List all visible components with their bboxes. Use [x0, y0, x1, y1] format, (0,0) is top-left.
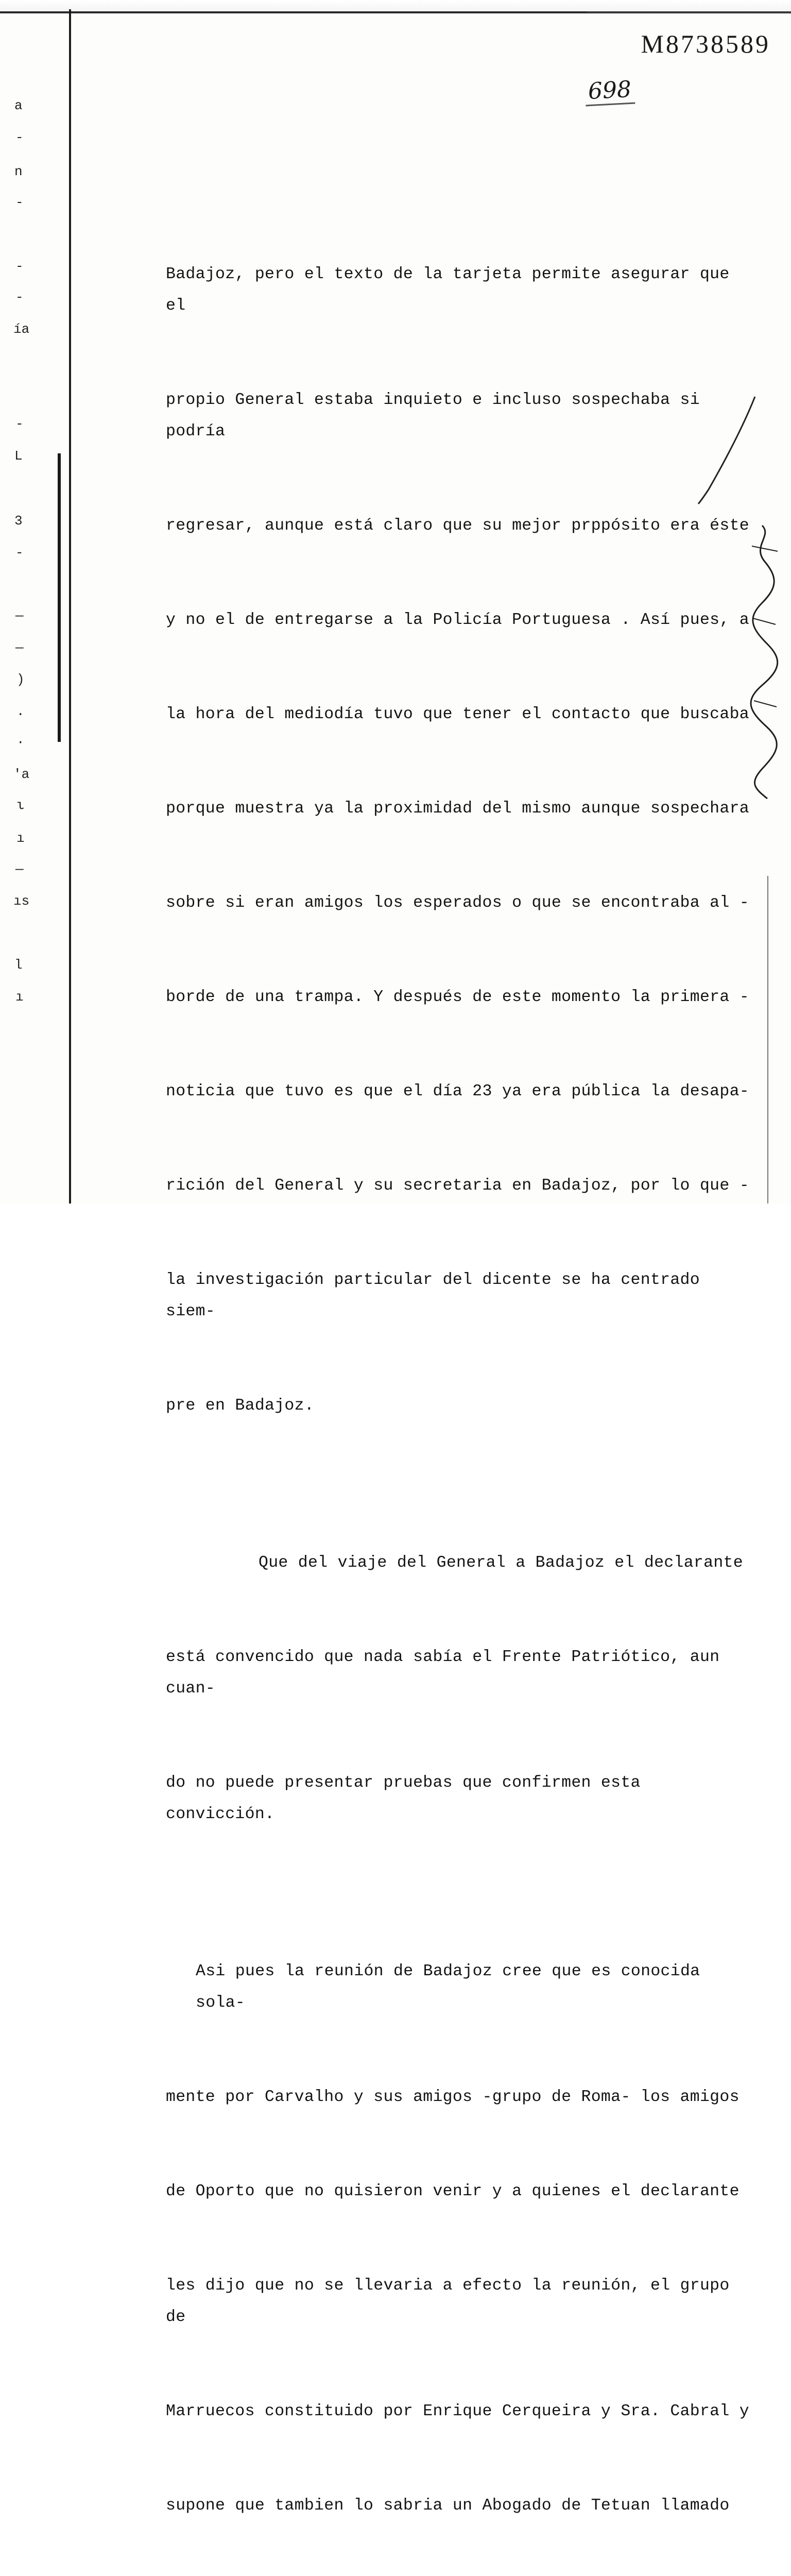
text-line: Que del viaje del General a Badajoz el declarante — [259, 1554, 743, 1572]
text-line: mente por Carvalho y sus amigos -grupo de Roma- los amigos — [166, 2088, 740, 2106]
paragraph — [166, 196, 758, 1484]
margin-fragment: ı — [16, 831, 25, 846]
text-line: rición del General y su secretaria en Badajoz, por lo que - — [166, 1177, 749, 1195]
handwritten-folio-number: 698 — [584, 76, 635, 107]
margin-fragment: 3 — [14, 513, 23, 529]
margin-fragment: — — [15, 640, 24, 655]
text-line: sobre si eran amigos los esperados o que se encontraba al - — [166, 894, 749, 912]
text-line: les dijo que no se llevaria a efecto la reunión, el grupo de — [166, 2277, 740, 2326]
margin-fragment: — — [15, 861, 24, 877]
text-line: pre en Badajoz. — [166, 1397, 315, 1415]
margin-fragment: - — [15, 290, 24, 305]
text-line: Badajoz, pero el texto de la tarjeta permite asegurar que el — [166, 265, 740, 315]
document-id-stamp: M8738589 — [641, 29, 770, 58]
text-line: borde de una trampa. Y después de este momento la primera - — [166, 988, 749, 1006]
margin-fragment: · — [16, 735, 25, 750]
margin-fragment: l — [14, 957, 23, 973]
margin-fragment: - — [15, 259, 24, 274]
left-margin-line-thick — [58, 453, 61, 742]
margin-fragment: - — [15, 195, 24, 210]
right-edge-line — [767, 876, 768, 1204]
margin-fragment: ía — [13, 321, 30, 337]
text-line: la hora del mediodía tuvo que tener el contacto que buscaba — [166, 705, 749, 723]
left-margin-line — [69, 9, 71, 1204]
margin-fragment: a — [14, 98, 23, 113]
margin-fragment: - — [15, 130, 24, 145]
text-line: supone que tambien lo sabria un Abogado de Tetuan llamado — [166, 2497, 730, 2515]
margin-fragment: ıs — [13, 893, 30, 909]
text-line: está convencido que nada sabía el Frente Patriótico, aun cuan- — [166, 1648, 730, 1698]
text-line: propio General estaba inquieto e incluso sospechaba si podría — [166, 391, 710, 440]
top-edge-rule-secondary — [587, 11, 791, 13]
margin-fragment: n — [14, 164, 23, 179]
margin-fragment: . — [16, 704, 25, 719]
margin-fragment: L — [14, 448, 23, 464]
text-line: regresar, aunque está claro que su mejor prppósito era éste — [166, 517, 749, 535]
margin-fragment: ) — [16, 672, 25, 687]
margin-fragment: ι — [16, 798, 25, 813]
text-line: de Oporto que no quisieron venir y a quienes el declarante — [166, 2182, 740, 2200]
paragraph — [166, 1484, 758, 1893]
text-line: Marruecos constituido por Enrique Cerqueira y Sra. Cabral y — [166, 2402, 749, 2420]
document-body — [166, 196, 758, 2576]
margin-fragment: 'a — [13, 767, 30, 782]
text-line: noticia que tuvo es que el día 23 ya era pública la desapa- — [166, 1082, 749, 1100]
margin-fragment: — — [15, 608, 24, 623]
text-line: porque muestra ya la proximidad del mismo aunque sospechara — [166, 800, 749, 818]
text-line: la investigación particular del dicente se ha centrado siem- — [166, 1271, 710, 1320]
text-line: do no puede presentar pruebas que confirmen esta convicción. — [166, 1774, 650, 1823]
paragraph — [166, 1893, 758, 2576]
margin-fragment: ı — [15, 989, 24, 1005]
margin-fragment: - — [15, 545, 24, 561]
text-line: y no el de entregarse a la Policía Portuguesa . Así pues, a — [166, 611, 749, 629]
text-line: Asi pues la reunión de Badajoz cree que es conocida sola- — [196, 1962, 710, 2012]
margin-fragment: - — [15, 416, 24, 432]
